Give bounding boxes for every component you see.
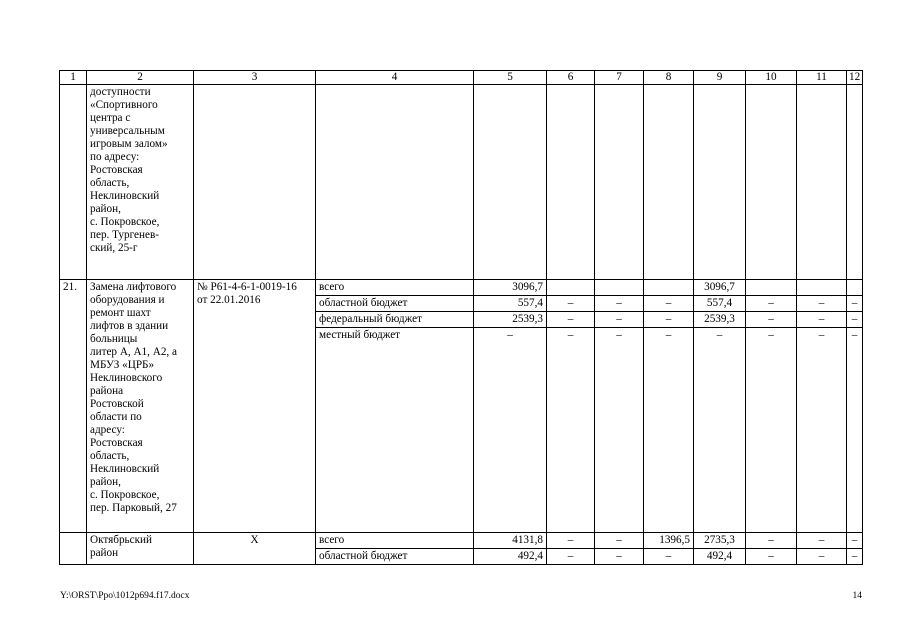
value-cell: – (847, 549, 863, 565)
source-cell: всего (316, 280, 474, 296)
name-line: «Спортивного (90, 99, 158, 111)
value-cell: – (746, 328, 797, 533)
name-line: игровым залом» (90, 138, 168, 150)
name-line: район (90, 547, 119, 559)
value-cell (694, 85, 746, 280)
value-cell: 1396,5 (644, 533, 694, 549)
header-cell: 2 (87, 71, 194, 85)
header-row (60, 71, 863, 85)
value-cell: – (547, 549, 595, 565)
header-cell: 9 (694, 71, 746, 85)
value-cell: 2735,3 (694, 533, 746, 549)
value-cell (595, 280, 644, 296)
value-cell: 2539,3 (694, 312, 746, 328)
value-cell (644, 85, 694, 280)
value-cell: – (797, 533, 847, 549)
name-line: области по (90, 411, 142, 423)
name-line: область, (90, 177, 130, 189)
value-cell: 492,4 (694, 549, 746, 565)
page-number: 14 (852, 591, 862, 601)
name-line: Неклиновского (90, 372, 163, 384)
value-cell (746, 85, 797, 280)
value-cell: – (797, 328, 847, 533)
value-cell (746, 280, 797, 296)
name-line: универсальным (90, 125, 165, 137)
name-line: Неклиновский (90, 463, 160, 475)
value-cell: 3096,7 (474, 280, 547, 296)
value-cell: – (847, 312, 863, 328)
doc-cell (194, 280, 316, 533)
file-path-footer: Y:\ORST\Ppo\1012p694.f17.docx (60, 591, 190, 601)
name-line: больницы (90, 333, 138, 345)
value-cell (797, 280, 847, 296)
name-line: пер. Парковый, 27 (90, 502, 177, 514)
value-cell: – (595, 549, 644, 565)
value-cell: – (474, 328, 547, 533)
value-cell: – (746, 549, 797, 565)
name-line: доступности (90, 86, 151, 98)
value-cell: – (797, 312, 847, 328)
value-cell: – (547, 328, 595, 533)
value-cell (595, 85, 644, 280)
value-cell (644, 280, 694, 296)
value-cell: 557,4 (474, 296, 547, 312)
num-cell (60, 533, 87, 565)
value-cell: – (797, 549, 847, 565)
source-cell (316, 85, 474, 280)
program-table (59, 70, 863, 565)
value-cell: 492,4 (474, 549, 547, 565)
name-line: ский, 25-г (90, 242, 138, 254)
name-line: района (90, 385, 124, 397)
value-cell: – (547, 312, 595, 328)
header-cell: 5 (474, 71, 547, 85)
value-cell: – (595, 328, 644, 533)
value-cell: – (547, 296, 595, 312)
value-cell (847, 280, 863, 296)
value-cell (474, 85, 547, 280)
name-line: МБУЗ «ЦРБ» (90, 359, 155, 371)
header-cell: 4 (316, 71, 474, 85)
header-cell: 8 (644, 71, 694, 85)
source-cell: всего (316, 533, 474, 549)
value-cell: 2539,3 (474, 312, 547, 328)
value-cell (547, 280, 595, 296)
value-cell (847, 85, 863, 280)
doc-cell (194, 85, 316, 280)
value-cell: – (595, 296, 644, 312)
continuation-row (60, 85, 863, 280)
value-cell: – (746, 533, 797, 549)
value-cell: – (644, 296, 694, 312)
object-name-cell (87, 280, 194, 533)
name-line: пер. Тургенев- (90, 229, 159, 241)
value-cell: – (797, 296, 847, 312)
name-line: оборудования и (90, 294, 165, 306)
name-line: с. Покровское, (90, 489, 160, 501)
header-cell: 11 (797, 71, 847, 85)
district-name-cell (87, 533, 194, 565)
name-line: адресу: (90, 424, 125, 436)
name-line: Ростовской (90, 398, 144, 410)
name-line: центра с (90, 112, 131, 124)
name-line: Ростовская (90, 437, 143, 449)
source-cell: федеральный бюджет (316, 312, 474, 328)
value-cell: – (847, 296, 863, 312)
source-cell: местный бюджет (316, 328, 474, 533)
value-cell (797, 85, 847, 280)
name-line: район, (90, 476, 121, 488)
value-cell: – (547, 533, 595, 549)
name-line: Октябрьский (90, 534, 153, 546)
value-cell: 557,4 (694, 296, 746, 312)
name-line: район, (90, 203, 121, 215)
num-cell (60, 85, 87, 280)
value-cell: – (746, 312, 797, 328)
source-cell: областной бюджет (316, 296, 474, 312)
value-cell: – (694, 328, 746, 533)
header-cell: 6 (547, 71, 595, 85)
value-cell: 4131,8 (474, 533, 547, 549)
name-line: Неклиновский (90, 190, 160, 202)
value-cell: – (644, 328, 694, 533)
header-cell: 10 (746, 71, 797, 85)
doc-date: от 22.01.2016 (197, 294, 261, 306)
header-cell: 7 (595, 71, 644, 85)
value-cell: – (595, 312, 644, 328)
doc-number: № Р61-4-6-1-0019-16 (197, 281, 297, 293)
name-line: область, (90, 450, 130, 462)
district-total-row (60, 533, 863, 549)
name-line: лифтов в здании (90, 320, 169, 332)
header-cell: 3 (194, 71, 316, 85)
value-cell: – (847, 328, 863, 533)
header-cell: 12 (847, 71, 863, 85)
name-line: Ростовская (90, 164, 143, 176)
name-line: с. Покровское, (90, 216, 160, 228)
value-cell: – (746, 296, 797, 312)
name-line: литер А, А1, А2, а (90, 346, 177, 358)
value-cell (547, 85, 595, 280)
header-cell: 1 (60, 71, 87, 85)
object-name-cell (87, 85, 194, 280)
value-cell: 3096,7 (694, 280, 746, 296)
doc-cell: Х (194, 533, 316, 565)
name-line: ремонт шахт (90, 307, 151, 319)
item-21-total-row (60, 280, 863, 296)
value-cell: – (847, 533, 863, 549)
value-cell: – (644, 549, 694, 565)
item-number: 21. (60, 280, 87, 533)
value-cell: – (644, 312, 694, 328)
name-line: по адресу: (90, 151, 140, 163)
name-line: Замена лифтового (90, 281, 177, 293)
value-cell: – (595, 533, 644, 549)
source-cell: областной бюджет (316, 549, 474, 565)
